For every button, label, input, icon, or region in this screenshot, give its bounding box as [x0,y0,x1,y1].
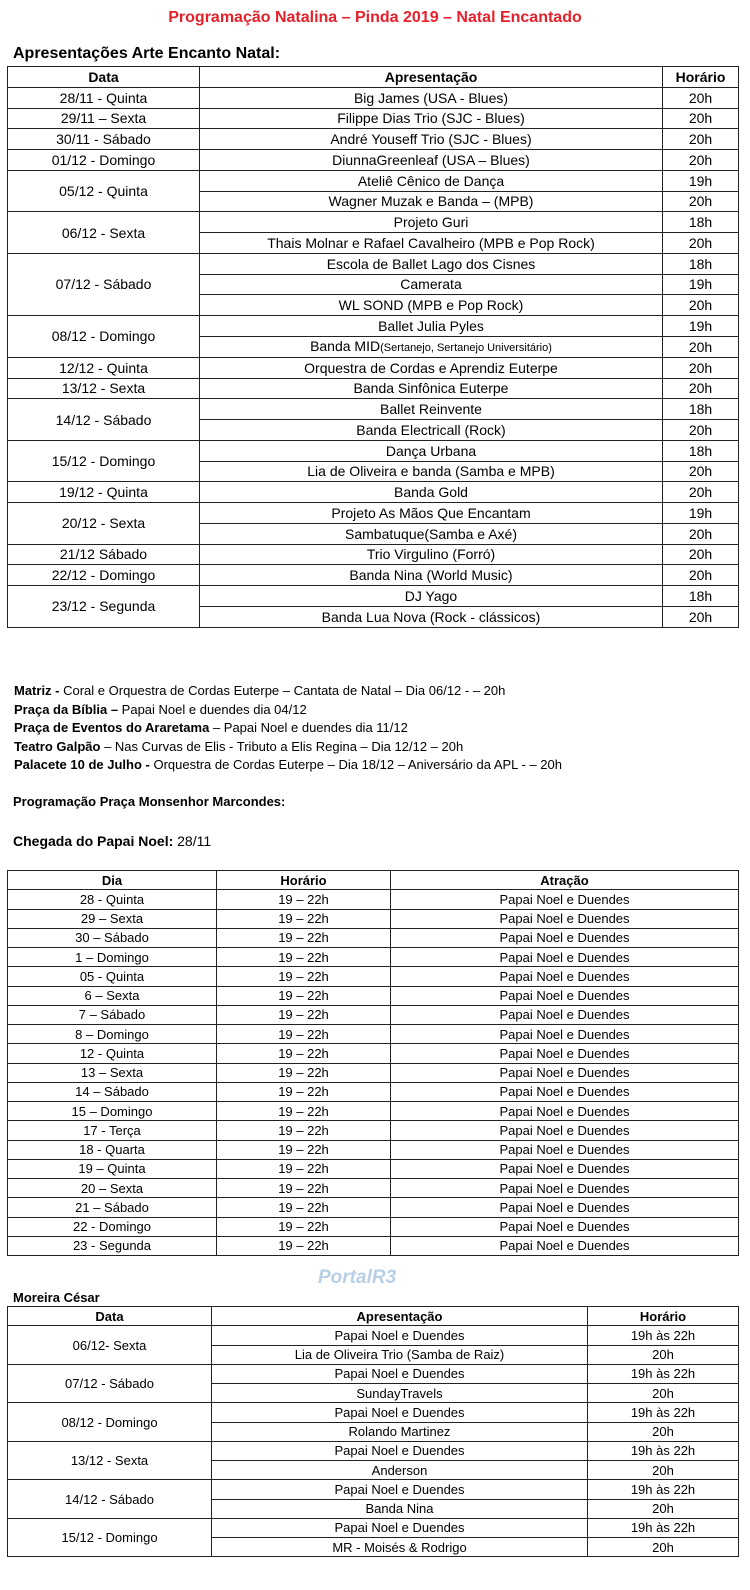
note-text: – Papai Noel e duendes dia 11/12 [209,720,408,735]
time-cell: 19 – 22h [217,1198,391,1217]
page-title: Programação Natalina – Pinda 2019 – Natal Encantado [168,9,582,26]
show-cell [212,1326,588,1345]
table-row [8,948,739,967]
time-cell: 19 – 22h [217,1121,391,1140]
table-row [8,890,739,909]
show-name: Ateliê Cênico de Dança [357,172,505,189]
table-row [8,129,739,150]
show-cell [200,316,663,337]
moreira-heading: Moreira César [13,1290,100,1305]
attraction-cell: Papai Noel e Duendes [391,1063,739,1082]
show-cell [200,586,663,607]
show-name: Sambatuque(Samba e Axé) [345,525,517,542]
table-row [8,1441,739,1460]
day-cell: 28 - Quinta [8,890,217,909]
table-row [8,1403,739,1422]
time-cell: 19 – 22h [217,1082,391,1101]
time-cell: 20h [588,1461,739,1480]
time-cell: 19 – 22h [217,928,391,947]
show-cell [200,606,663,627]
show-cell [200,523,663,544]
table-row [8,378,739,399]
table-row [8,1102,739,1121]
time-cell: 19 – 22h [217,1005,391,1024]
time-cell: 20h [663,336,739,357]
time-cell: 20h [588,1499,739,1518]
show-cell [200,129,663,150]
column-header-attraction: Atração [391,871,739,890]
day-cell: 22 - Domingo [8,1217,217,1236]
column-header-show: Apresentação [200,67,663,88]
time-cell: 18h [663,586,739,607]
note-line [14,756,562,775]
table-row [8,565,739,586]
show-name: DiunnaGreenleaf (USA – Blues) [332,151,530,168]
time-cell: 20h [663,191,739,212]
show-name: Big James (USA - Blues) [353,89,509,106]
time-cell: 20h [588,1538,739,1557]
table-row [8,212,739,233]
time-cell: 19 – 22h [217,1044,391,1063]
date-cell: 07/12 - Sábado [8,1364,212,1403]
note-line [14,738,562,757]
show-name: Banda Sinfônica Euterpe [353,380,509,397]
date-cell: 07/12 - Sábado [8,253,200,315]
time-cell: 20h [663,565,739,586]
show-cell [200,87,663,108]
venue-notes [14,682,562,775]
time-cell: 19 – 22h [217,1236,391,1255]
arte-heading: Apresentações Arte Encanto Natal: [13,45,281,62]
show-cell [200,399,663,420]
show-name: SundayTravels [356,1385,443,1401]
time-cell: 19h [663,503,739,524]
note-venue: Praça de Eventos do Araretama [14,720,210,735]
table-header-row [8,871,739,890]
time-cell: 20h [663,544,739,565]
show-name: Papai Noel e Duendes [334,1520,465,1536]
show-name: Banda Lua Nova (Rock - clássicos) [321,608,541,625]
table-row [8,967,739,986]
table-row [8,544,739,565]
date-cell: 06/12 - Sexta [8,212,200,254]
time-cell: 20h [663,357,739,378]
show-name: Projeto As Mãos Que Encantam [331,504,531,521]
day-cell: 30 – Sábado [8,928,217,947]
chegada-value: 28/11 [173,833,212,849]
table-row [8,1480,739,1499]
show-name: WL SOND (MPB e Pop Rock) [338,297,524,314]
date-cell: 01/12 - Domingo [8,150,200,171]
chegada-label: Chegada do Papai Noel: [13,833,174,849]
show-cell [200,170,663,191]
show-cell [200,565,663,586]
attraction-cell: Papai Noel e Duendes [391,909,739,928]
date-cell: 22/12 - Domingo [8,565,200,586]
show-cell [200,253,663,274]
time-cell: 19 – 22h [217,1179,391,1198]
time-cell: 19 – 22h [217,967,391,986]
time-cell: 19h [663,170,739,191]
show-cell [200,357,663,378]
time-cell: 19 – 22h [217,1102,391,1121]
time-cell: 19 – 22h [217,948,391,967]
attraction-cell: Papai Noel e Duendes [391,1217,739,1236]
show-name: Papai Noel e Duendes [334,1404,465,1420]
time-cell: 20h [663,129,739,150]
date-cell: 13/12 - Sexta [8,1441,212,1480]
time-cell: 19 – 22h [217,1063,391,1082]
date-cell: 20/12 - Sexta [8,503,200,545]
day-cell: 05 - Quinta [8,967,217,986]
show-name: Filippe Dias Trio (SJC - Blues) [337,110,525,127]
show-cell [200,108,663,129]
attraction-cell: Papai Noel e Duendes [391,1082,739,1101]
show-name: Banda Electricall (Rock) [356,421,506,438]
time-cell: 20h [663,150,739,171]
show-name: Banda MID [310,337,381,354]
show-cell [200,461,663,482]
table-row [8,503,739,524]
date-cell: 23/12 - Segunda [8,586,200,628]
time-cell: 19 – 22h [217,890,391,909]
arte-schedule-table [7,66,739,628]
time-cell: 20h [663,461,739,482]
show-cell [212,1461,588,1480]
time-cell: 20h [663,420,739,441]
time-cell: 19 – 22h [217,909,391,928]
day-cell: 6 – Sexta [8,986,217,1005]
day-cell: 18 - Quarta [8,1140,217,1159]
note-text: Papai Noel e duendes dia 04/12 [118,701,307,717]
date-cell: 12/12 - Quinta [8,357,200,378]
attraction-cell: Papai Noel e Duendes [391,1236,739,1255]
chegada-line [13,831,211,851]
time-cell: 20h [588,1384,739,1403]
show-name: Banda Gold [394,484,468,501]
date-cell: 08/12 - Domingo [8,316,200,358]
show-cell [200,191,663,212]
time-cell: 20h [588,1422,739,1441]
time-cell: 18h [663,399,739,420]
table-row [8,316,739,337]
show-name: Banda Nina (World Music) [349,567,513,584]
day-cell: 1 – Domingo [8,948,217,967]
show-cell [200,482,663,503]
column-header-date: Data [8,67,200,88]
date-cell: 08/12 - Domingo [8,1403,212,1442]
table-header-row [8,67,739,88]
show-cell [200,295,663,316]
table-row [8,1025,739,1044]
attraction-cell: Papai Noel e Duendes [391,986,739,1005]
date-cell: 30/11 - Sábado [8,129,200,150]
note-venue: Palacete 10 de Julho - [14,757,150,772]
show-name: Anderson [371,1462,428,1478]
day-cell: 19 – Quinta [8,1159,217,1178]
show-name: Ballet Reinvente [380,401,482,418]
show-name: Orquestra de Cordas e Aprendiz Euterpe [304,359,558,376]
table-row [8,1063,739,1082]
note-venue: Matriz - [14,683,60,698]
show-name: Wagner Muzak e Banda – (MPB) [328,193,534,210]
show-cell [212,1499,588,1518]
column-header-date: Data [8,1307,212,1326]
time-cell: 19h [663,316,739,337]
note-venue: Praça da Bíblia – [14,701,119,717]
table-row [8,482,739,503]
table-row [8,1198,739,1217]
show-name: Thais Molnar e Rafael Cavalheiro (MPB e Pop Rock) [267,234,595,251]
table-row [8,399,739,420]
time-cell: 18h [663,212,739,233]
attraction-cell: Papai Noel e Duendes [391,948,739,967]
show-cell [200,274,663,295]
show-genre: (Sertanejo, Sertanejo Universitário) [380,341,552,354]
time-cell: 19 – 22h [217,1217,391,1236]
show-cell [212,1364,588,1383]
attraction-cell: Papai Noel e Duendes [391,1025,739,1044]
note-text: – Nas Curvas de Elis - Tributo a Elis Regina – Dia 12/12 – 20h [100,738,464,754]
attraction-cell: Papai Noel e Duendes [391,1179,739,1198]
show-cell [200,440,663,461]
attraction-cell: Papai Noel e Duendes [391,1121,739,1140]
time-cell: 18h [663,440,739,461]
time-cell: 20h [663,295,739,316]
table-row [8,150,739,171]
show-cell [212,1345,588,1364]
note-text: Coral e Orquestra de Cordas Euterpe – Cantata de Natal – Dia 06/12 - – 20h [59,683,506,698]
table-row [8,1140,739,1159]
show-name: Trio Virgulino (Forró) [366,546,496,563]
table-row [8,357,739,378]
show-name: Escola de Ballet Lago dos Cisnes [326,255,536,272]
date-cell: 13/12 - Sexta [8,378,200,399]
time-cell: 20h [588,1345,739,1364]
table-row [8,909,739,928]
table-row [8,108,739,129]
date-cell: 15/12 - Domingo [8,1518,212,1557]
date-cell: 21/12 Sábado [8,544,200,565]
time-cell: 20h [663,606,739,627]
day-cell: 29 – Sexta [8,909,217,928]
time-cell: 19 – 22h [217,1025,391,1044]
show-cell [212,1422,588,1441]
day-cell: 7 – Sábado [8,1005,217,1024]
show-name: Papai Noel e Duendes [334,1327,465,1343]
praca-heading: Programação Praça Monsenhor Marcondes: [13,794,286,809]
show-name: Banda Nina [365,1501,434,1517]
show-cell [200,212,663,233]
column-header-time: Horário [663,67,739,88]
day-cell: 13 – Sexta [8,1063,217,1082]
show-name: Papai Noel e Duendes [334,1366,465,1382]
day-cell: 20 – Sexta [8,1179,217,1198]
time-cell: 18h [663,253,739,274]
table-row [8,1082,739,1101]
date-cell: 19/12 - Quinta [8,482,200,503]
show-name: Lia de Oliveira Trio (Samba de Raiz) [294,1347,505,1363]
show-name: Ballet Julia Pyles [378,317,484,334]
time-cell: 19h às 22h [588,1326,739,1345]
note-line [14,701,562,720]
show-cell [212,1384,588,1403]
table-row [8,986,739,1005]
table-row [8,1236,739,1255]
table-row [8,253,739,274]
table-row [8,87,739,108]
show-name: Dança Urbana [385,442,477,459]
day-cell: 15 – Domingo [8,1102,217,1121]
show-name: MR - Moisés & Rodrigo [332,1539,467,1555]
table-row [8,586,739,607]
table-row [8,1159,739,1178]
show-name: DJ Yago [404,587,458,604]
attraction-cell: Papai Noel e Duendes [391,1159,739,1178]
attraction-cell: Papai Noel e Duendes [391,1102,739,1121]
show-cell [200,378,663,399]
moreira-schedule-table [7,1306,739,1557]
time-cell: 19h [663,274,739,295]
time-cell: 19h às 22h [588,1480,739,1499]
attraction-cell: Papai Noel e Duendes [391,1044,739,1063]
show-cell [200,336,663,357]
date-cell: 05/12 - Quinta [8,170,200,212]
column-header-day: Dia [8,871,217,890]
time-cell: 19 – 22h [217,1140,391,1159]
show-cell [212,1538,588,1557]
time-cell: 20h [663,523,739,544]
table-header-row [8,1307,739,1326]
table-row [8,1044,739,1063]
table-row [8,1326,739,1345]
show-cell [212,1403,588,1422]
date-cell: 29/11 – Sexta [8,108,200,129]
table-row [8,170,739,191]
show-cell [212,1441,588,1460]
show-name: Papai Noel e Duendes [334,1481,465,1497]
show-cell [200,233,663,254]
table-row [8,1518,739,1537]
show-name: Rolando Martinez [348,1424,451,1440]
time-cell: 20h [663,482,739,503]
column-header-time: Horário [588,1307,739,1326]
note-line [14,682,562,701]
time-cell: 19h às 22h [588,1441,739,1460]
show-cell [212,1480,588,1499]
day-cell: 12 - Quinta [8,1044,217,1063]
table-row [8,1005,739,1024]
attraction-cell: Papai Noel e Duendes [391,1005,739,1024]
date-cell: 14/12 - Sábado [8,1480,212,1519]
time-cell: 19h às 22h [588,1403,739,1422]
table-row [8,928,739,947]
show-name: Lia de Oliveira e banda (Samba e MPB) [307,463,555,480]
table-row [8,440,739,461]
show-name: Camerata [400,276,462,293]
show-cell [200,420,663,441]
time-cell: 20h [663,87,739,108]
table-row [8,1121,739,1140]
portal-watermark-logo: PortalR3 [318,1267,397,1288]
papai-noel-table [7,870,739,1256]
note-line [14,719,562,738]
table-row [8,1179,739,1198]
attraction-cell: Papai Noel e Duendes [391,1198,739,1217]
show-cell [200,503,663,524]
show-name: Projeto Guri [393,214,469,231]
show-cell [212,1518,588,1537]
show-name: André Youseff Trio (SJC - Blues) [330,131,532,148]
day-cell: 23 - Segunda [8,1236,217,1255]
date-cell: 06/12- Sexta [8,1326,212,1365]
attraction-cell: Papai Noel e Duendes [391,928,739,947]
time-cell: 19 – 22h [217,1159,391,1178]
show-cell [200,150,663,171]
show-name: Papai Noel e Duendes [334,1443,465,1459]
note-text: Orquestra de Cordas Euterpe – Dia 18/12 – Aniversário da APL - – 20h [149,757,562,772]
show-cell [200,544,663,565]
day-cell: 17 - Terça [8,1121,217,1140]
date-cell: 14/12 - Sábado [8,399,200,441]
date-cell: 15/12 - Domingo [8,440,200,482]
day-cell: 21 – Sábado [8,1198,217,1217]
time-cell: 19h às 22h [588,1518,739,1537]
table-row [8,1364,739,1383]
time-cell: 19 – 22h [217,986,391,1005]
date-cell: 28/11 - Quinta [8,87,200,108]
day-cell: 8 – Domingo [8,1025,217,1044]
time-cell: 20h [663,378,739,399]
attraction-cell: Papai Noel e Duendes [391,890,739,909]
attraction-cell: Papai Noel e Duendes [391,967,739,986]
column-header-time: Horário [217,871,391,890]
column-header-show: Apresentação [212,1307,588,1326]
day-cell: 14 – Sábado [8,1082,217,1101]
table-row [8,1217,739,1236]
time-cell: 20h [663,108,739,129]
time-cell: 19h às 22h [588,1364,739,1383]
time-cell: 20h [663,233,739,254]
note-venue: Teatro Galpão [14,738,101,754]
attraction-cell: Papai Noel e Duendes [391,1140,739,1159]
